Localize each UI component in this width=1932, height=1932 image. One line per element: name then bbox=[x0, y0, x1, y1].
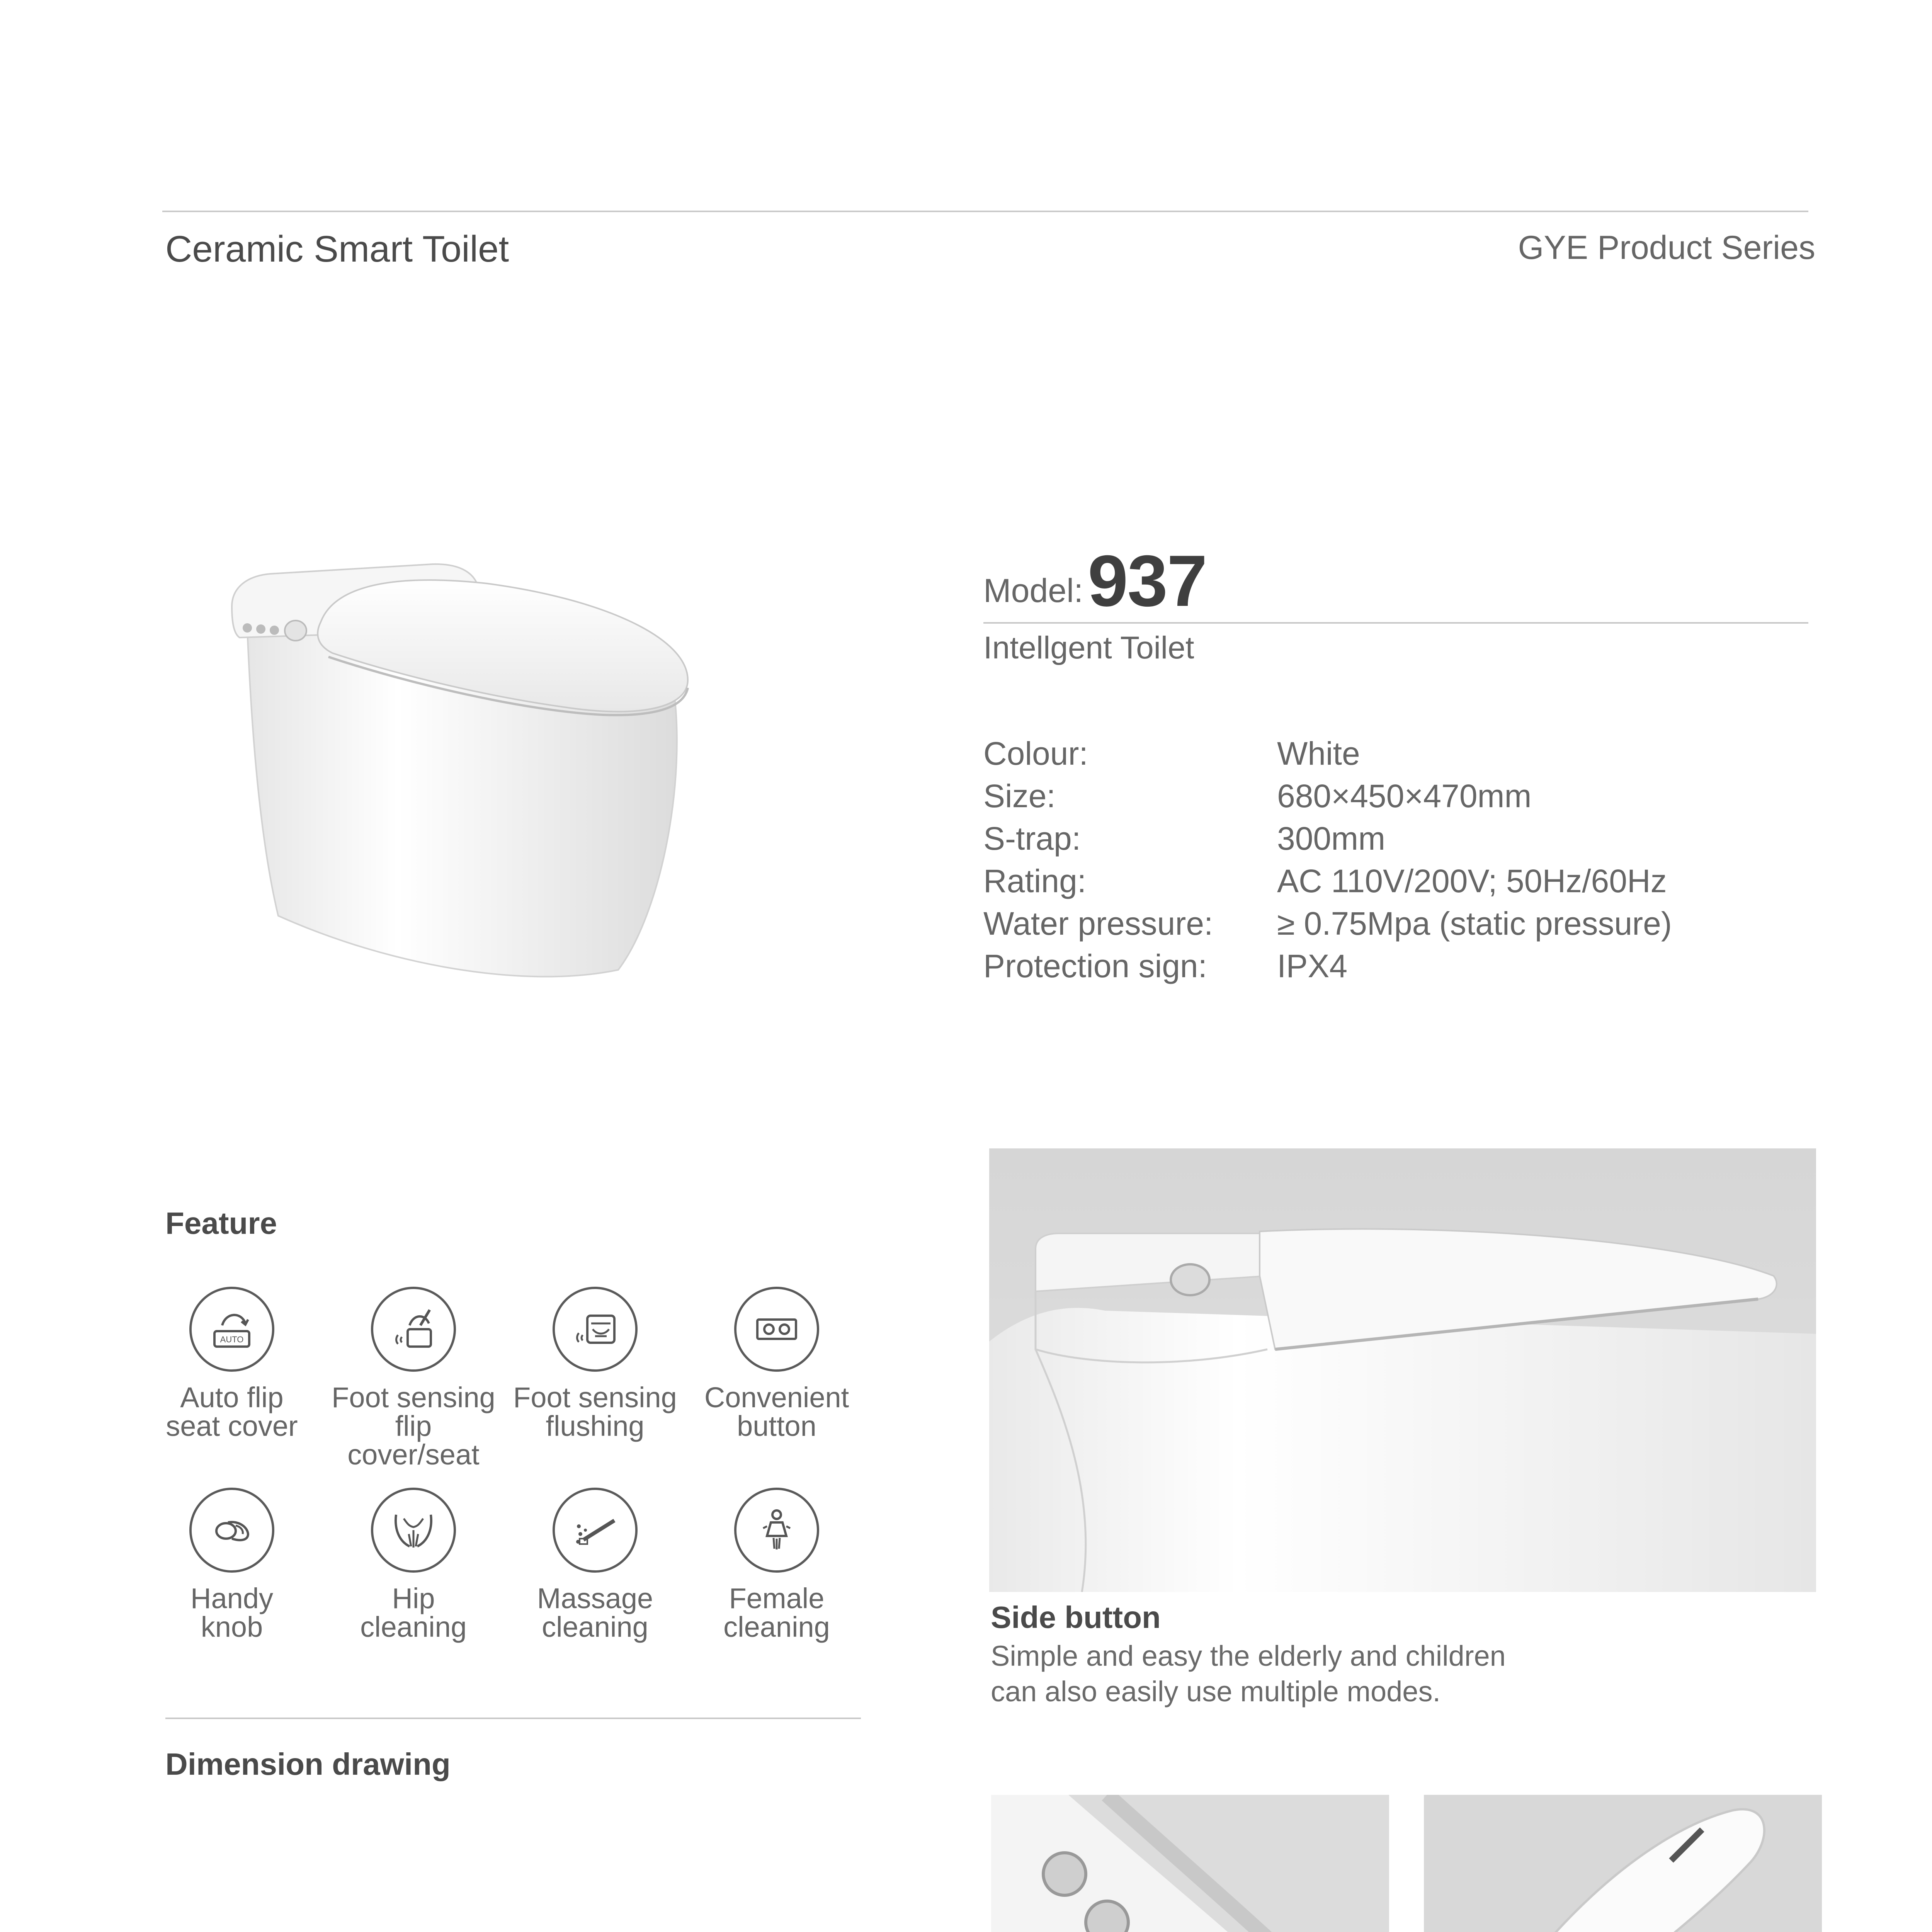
automatic-opening-photo bbox=[1424, 1795, 1822, 1932]
hip-cleaning-icon bbox=[371, 1488, 456, 1573]
page-title: Ceramic Smart Toilet bbox=[165, 228, 509, 270]
spec-list bbox=[983, 732, 1672, 987]
spec-value: IPX4 bbox=[1277, 948, 1348, 984]
feature-divider bbox=[165, 1718, 861, 1719]
feature-convenient-button bbox=[692, 1287, 862, 1440]
handy-knob-icon bbox=[189, 1488, 274, 1573]
series-label: GYE Product Series bbox=[1518, 229, 1815, 266]
spec-label: Protection sign: bbox=[983, 948, 1207, 984]
header-rule bbox=[162, 211, 1808, 212]
feature-handy-knob bbox=[147, 1488, 317, 1641]
spec-value: ≥ 0.75Mpa (static pressure) bbox=[1277, 905, 1672, 942]
feature-label: Foot sensing flushing bbox=[513, 1381, 677, 1442]
side-button-title: Side button bbox=[991, 1600, 1161, 1634]
feature-label: Massage cleaning bbox=[537, 1582, 653, 1643]
model-rule bbox=[983, 622, 1808, 624]
spec-value: 300mm bbox=[1277, 820, 1386, 857]
svg-text:AUTO: AUTO bbox=[220, 1335, 244, 1344]
spec-value: AC 110V/200V; 50Hz/60Hz bbox=[1277, 863, 1667, 899]
feature-auto-flip bbox=[147, 1287, 317, 1440]
feature-hip-cleaning bbox=[328, 1488, 498, 1641]
feature-label: Convenient button bbox=[704, 1381, 849, 1442]
hero-product-image bbox=[216, 541, 719, 1005]
side-button-photo bbox=[989, 1148, 1816, 1592]
spec-row-rating bbox=[983, 860, 1672, 902]
model-number: 937 bbox=[1088, 540, 1207, 621]
multi-knob-photo bbox=[991, 1795, 1389, 1932]
spec-value: 680×450×470mm bbox=[1277, 778, 1532, 814]
spec-row-water-pressure bbox=[983, 902, 1672, 945]
spec-label: Colour: bbox=[983, 735, 1088, 772]
feature-label: Hip cleaning bbox=[360, 1582, 467, 1643]
feature-massage-cleaning bbox=[510, 1488, 680, 1641]
convenient-button-icon bbox=[734, 1287, 819, 1372]
feature-foot-sensing-flip bbox=[328, 1287, 498, 1469]
model-label: Model: bbox=[983, 572, 1083, 609]
side-button-text bbox=[991, 1638, 1506, 1709]
feature-female-cleaning bbox=[692, 1488, 862, 1641]
spec-value: White bbox=[1277, 735, 1360, 772]
feature-label: Handy knob bbox=[190, 1582, 273, 1643]
dimension-heading: Dimension drawing bbox=[165, 1747, 451, 1781]
feature-label: Auto flip seat cover bbox=[166, 1381, 298, 1442]
feature-label: Female cleaning bbox=[723, 1582, 830, 1643]
spec-row-strap bbox=[983, 817, 1672, 860]
female-cleaning-icon bbox=[734, 1488, 819, 1573]
spec-label: Rating: bbox=[983, 863, 1087, 899]
foot-sensing-flush-icon bbox=[553, 1287, 638, 1372]
caption-line: Simple and easy the elderly and children bbox=[991, 1640, 1506, 1672]
feature-label: Foot sensing flip cover/seat bbox=[332, 1381, 495, 1471]
auto-flip-icon bbox=[189, 1287, 274, 1372]
spec-row-colour bbox=[983, 732, 1672, 775]
massage-cleaning-icon bbox=[553, 1488, 638, 1573]
spec-label: Water pressure: bbox=[983, 905, 1213, 942]
product-subtitle: Intellgent Toilet bbox=[983, 630, 1194, 665]
feature-foot-sensing-flush bbox=[510, 1287, 680, 1440]
spec-row-size bbox=[983, 775, 1672, 817]
spec-row-protection bbox=[983, 945, 1672, 987]
spec-label: Size: bbox=[983, 778, 1056, 814]
foot-sensing-flip-icon bbox=[371, 1287, 456, 1372]
caption-line: can also easily use multiple modes. bbox=[991, 1675, 1441, 1708]
spec-label: S-trap: bbox=[983, 820, 1081, 857]
feature-heading: Feature bbox=[165, 1206, 277, 1240]
